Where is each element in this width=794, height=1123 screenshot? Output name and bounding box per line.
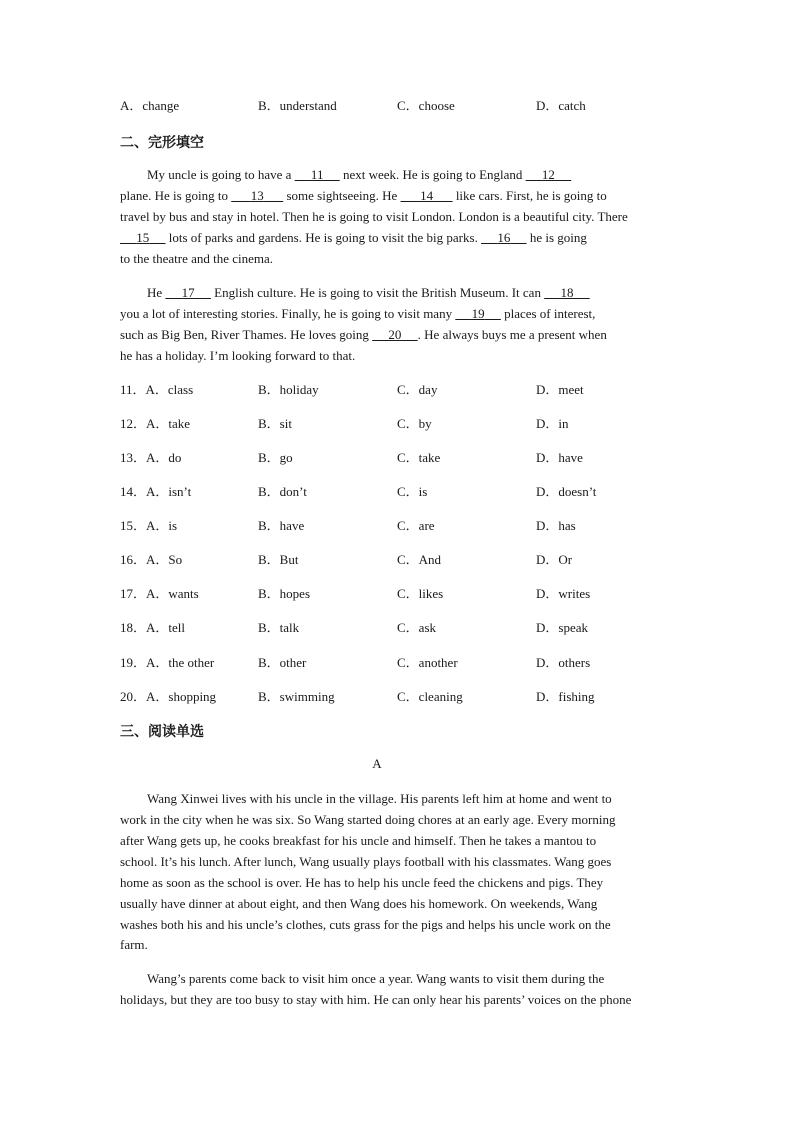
question-11: 11．A．class B．holiday C．day D．meet [120, 382, 584, 397]
option-d: D．catch [536, 98, 586, 113]
blank-15: 15 [136, 230, 150, 245]
blank-16: 16 [497, 230, 511, 245]
question-17: 17．A．wants B．hopes C．likes D．writes [120, 586, 591, 601]
option-a: A．change [120, 98, 180, 113]
reading-p1-line-2: work in the city when he was six. So Wang started doing chores at an early age. Every morning [120, 812, 616, 827]
question-16: 16．A．So B．But C．And D．Or [120, 552, 573, 567]
reading-p1-line-6: usually have dinner at about eight, and then Wang does his homework. On weekends, Wang [120, 896, 598, 911]
reading-p1-line-3: after Wang gets up, he cooks breakfast for his uncle and himself. Then he takes a mantou to [120, 833, 597, 848]
cloze-p2-line-3: such as Big Ben, River Thames. He loves going 20 . He always buys me a present when [120, 327, 607, 342]
question-20: 20．A．shopping B．swimming C．cleaning D．fishing [120, 689, 595, 704]
reading-p1-line-1: Wang Xinwei lives with his uncle in the village. His parents left him at home and went to [147, 791, 612, 806]
cloze-p2-line-4: he has a holiday. I’m looking forward to that. [120, 348, 356, 363]
cloze-p1-line-3: travel by bus and stay in hotel. Then he is going to visit London. London is a beautiful city. There [120, 209, 628, 224]
reading-p1-line-4: school. It’s his lunch. After lunch, Wang usually plays football with his classmates. Wang goes [120, 854, 612, 869]
blank-19: 19 [471, 306, 485, 321]
cloze-p2-line-2: you a lot of interesting stories. Finally, he is going to visit many 19 places of interest, [120, 306, 596, 321]
section-heading-reading: 三、阅读单选 [120, 724, 204, 740]
cloze-p1-line-1: My uncle is going to have a 11 next week. He is going to England 12 [147, 166, 571, 184]
option-c: C．choose [397, 98, 455, 113]
blank-18: 18 [560, 285, 574, 300]
reading-p1-line-7: washes both his and his uncle’s clothes, cuts grass for the pigs and helps his uncle work on the [120, 917, 611, 932]
cloze-p1-line-5: to the theatre and the cinema. [120, 251, 274, 266]
question-18: 18．A．tell B．talk C．ask D．speak [120, 620, 588, 635]
question-19: 19．A．the other B．other C．another D．others [120, 655, 591, 670]
option-b: B．understand [258, 98, 337, 113]
question-14: 14．A．isn’t B．don’t C．is D．doesn’t [120, 484, 597, 499]
blank-11: 11 [310, 167, 324, 182]
reading-p1-line-5: home as soon as the school is over. He has to help his uncle feed the chickens and pigs. They [120, 875, 604, 890]
blank-14: 14 [420, 188, 434, 203]
question-12: 12．A．take B．sit C．by D．in [120, 416, 569, 431]
reading-p2-line-1: Wang’s parents come back to visit him once a year. Wang wants to visit them during the [147, 971, 605, 986]
reading-p1-line-8: farm. [120, 937, 148, 952]
cloze-p1-line-4: 15 lots of parks and gardens. He is going to visit the big parks. 16 he is going [120, 229, 587, 247]
blank-12: 12 [541, 167, 555, 182]
section-heading-cloze: 二、完形填空 [120, 135, 204, 151]
blank-20: 20 [388, 327, 402, 342]
blank-13: 13 [250, 188, 264, 203]
top-options-row [120, 97, 680, 115]
passage-label: A [372, 756, 382, 771]
cloze-p1-line-2: plane. He is going to 13 some sightseeing. He 14 like cars. First, he is going to [120, 188, 607, 203]
question-13: 13．A．do B．go C．take D．have [120, 450, 583, 465]
question-15: 15．A．is B．have C．are D．has [120, 518, 576, 533]
cloze-p2-line-1: He 17 English culture. He is going to visit the British Museum. It can 18 [147, 284, 590, 302]
blank-17: 17 [181, 285, 195, 300]
reading-p2-line-2: holidays, but they are too busy to stay with him. He can only hear his parents’ voices on the phone [120, 992, 632, 1007]
